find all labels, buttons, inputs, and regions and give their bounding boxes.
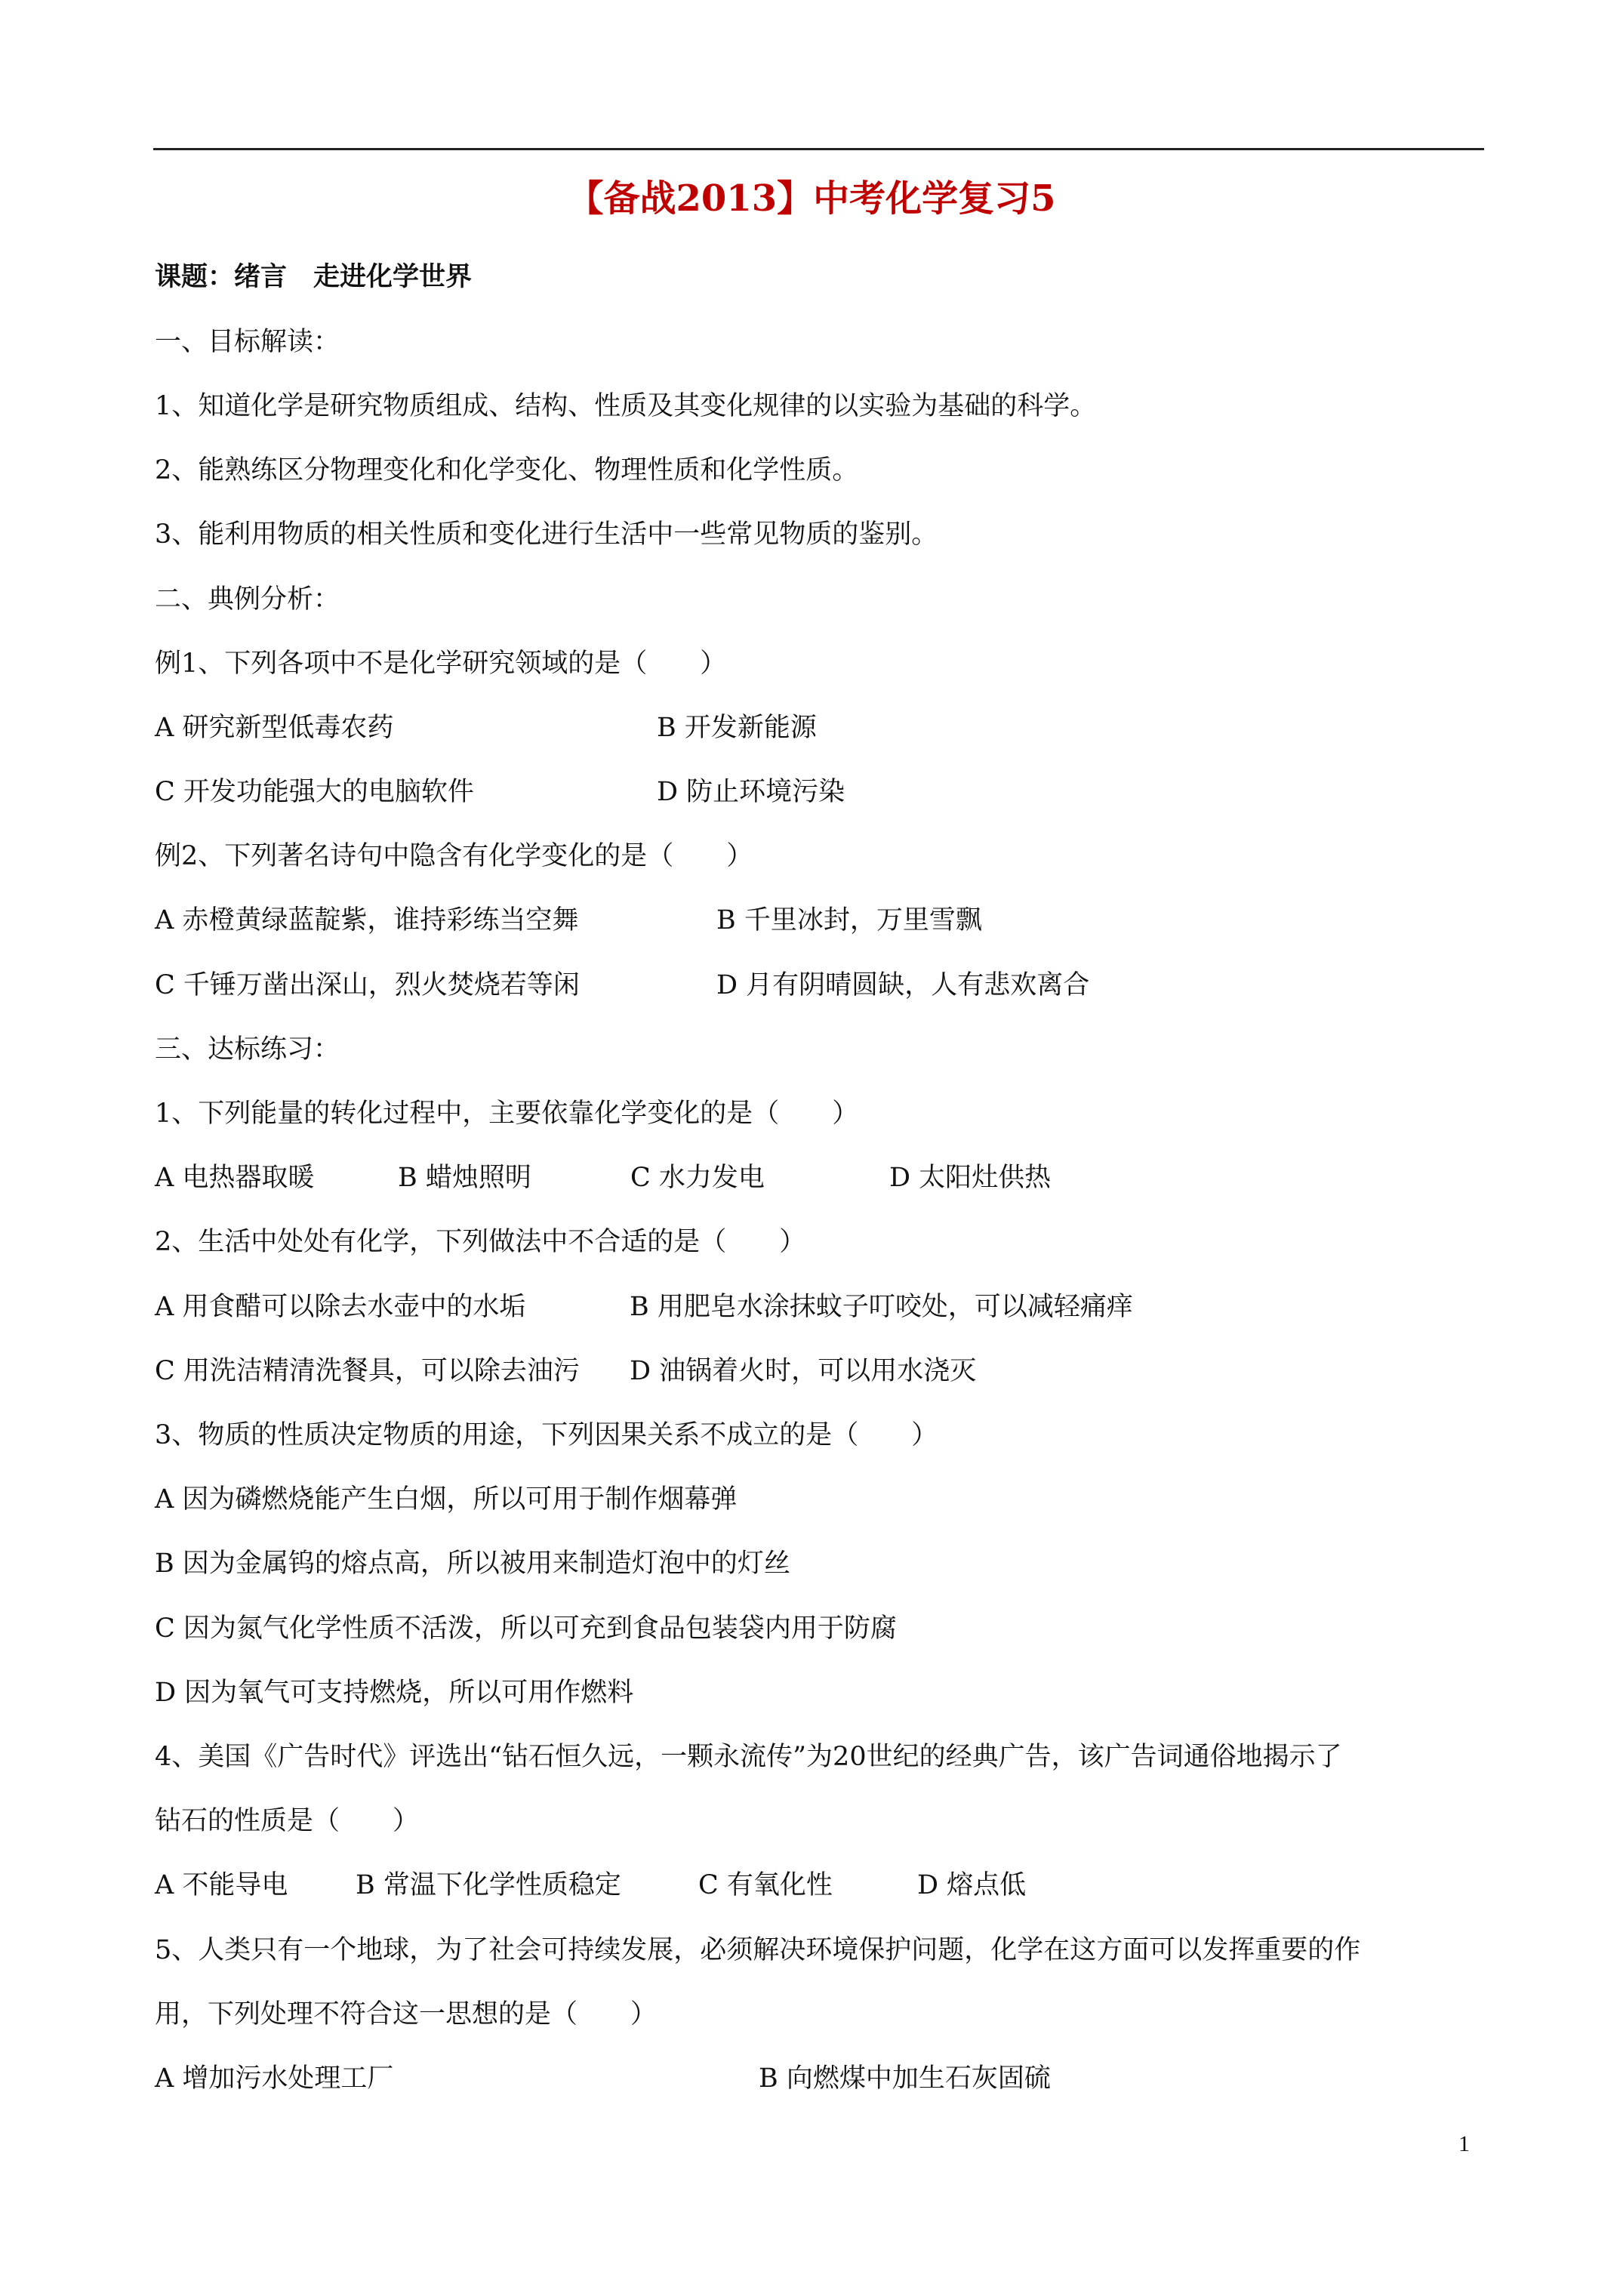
- option-a: A 电热器取暖: [155, 1163, 315, 1193]
- option-c: C 开发功能强大的电脑软件: [155, 777, 474, 807]
- option-c: C 千锤万凿出深山，烈火焚烧若等闲: [155, 970, 580, 1000]
- option-a: A 增加污水处理工厂: [155, 2063, 394, 2094]
- exercise-4-question-line-2: 钻石的性质是（ ）: [155, 1806, 420, 1836]
- option-b: B 千里冰封，万里雪飘: [716, 905, 982, 935]
- option-c: C 有氧化性: [698, 1870, 833, 1900]
- goals-heading: 一、目标解读：: [155, 327, 340, 357]
- exercise-5-question-line-1: 5、人类只有一个地球，为了社会可持续发展，必须解决环境保护问题，化学在这方面可以发挥重要的作: [155, 1935, 1361, 1965]
- exercise-3-option-a: A 因为磷燃烧能产生白烟，所以可用于制作烟幕弹: [155, 1484, 738, 1515]
- exercise-1-question: 1、下列能量的转化过程中，主要依靠化学变化的是（ ）: [155, 1099, 859, 1129]
- exercise-2-question: 2、生活中处处有化学，下列做法中不合适的是（ ）: [155, 1227, 806, 1257]
- topic-line: 课题：绪言 走进化学世界: [155, 261, 473, 292]
- exercise-3-option-c: C 因为氮气化学性质不活泼，所以可充到食品包装袋内用于防腐: [155, 1613, 897, 1644]
- option-b: B 常温下化学性质稳定: [356, 1870, 621, 1900]
- option-a: A 赤橙黄绿蓝靛紫，谁持彩练当空舞: [155, 905, 579, 935]
- option-a: A 用食醋可以除去水壶中的水垢: [155, 1292, 526, 1322]
- header-rule: [153, 148, 1484, 150]
- page-number: 1: [1458, 2131, 1470, 2156]
- exercise-5-question-line-2: 用，下列处理不符合这一思想的是（ ）: [155, 1999, 658, 2029]
- page-title: 【备战2013】中考化学复习5: [567, 177, 1056, 220]
- option-d: D 油锅着火时，可以用水浇灭: [630, 1356, 977, 1386]
- option-c: C 水力发电: [630, 1163, 765, 1193]
- option-d: D 月有阴晴圆缺，人有悲欢离合: [716, 970, 1090, 1000]
- option-d: D 防止环境污染: [657, 777, 845, 807]
- option-a: A 不能导电: [155, 1870, 288, 1900]
- option-d: D 熔点低: [917, 1870, 1027, 1900]
- examples-heading: 二、典例分析：: [155, 584, 340, 615]
- practice-heading: 三、达标练习：: [155, 1034, 340, 1065]
- exercise-4-question-line-1: 4、美国《广告时代》评选出“钻石恒久远，一颗永流传”为20世纪的经典广告，该广告词通俗地揭示了: [155, 1742, 1342, 1772]
- example-1-question: 例1、下列各项中不是化学研究领域的是（ ）: [155, 649, 727, 679]
- option-b: B 蜡烛照明: [398, 1163, 531, 1193]
- exercise-3-question: 3、物质的性质决定物质的用途，下列因果关系不成立的是（ ）: [155, 1420, 938, 1450]
- option-b: B 用肥皂水涂抹蚊子叮咬处，可以减轻痛痒: [630, 1292, 1133, 1322]
- goal-1: 1、知道化学是研究物质组成、结构、性质及其变化规律的以实验为基础的科学。: [155, 391, 1097, 421]
- exercise-3-option-b: B 因为金属钨的熔点高，所以被用来制造灯泡中的灯丝: [155, 1549, 790, 1579]
- goal-3: 3、能利用物质的相关性质和变化进行生活中一些常见物质的鉴别。: [155, 519, 938, 550]
- option-b: B 开发新能源: [657, 713, 817, 743]
- goal-2: 2、能熟练区分物理变化和化学变化、物理性质和化学性质。: [155, 455, 859, 485]
- option-a: A 研究新型低毒农药: [155, 713, 394, 743]
- option-c: C 用洗洁精清洗餐具，可以除去油污: [155, 1356, 580, 1386]
- option-d: D 太阳灶供热: [889, 1163, 1052, 1193]
- example-2-question: 例2、下列著名诗句中隐含有化学变化的是（ ）: [155, 841, 753, 871]
- option-b: B 向燃煤中加生石灰固硫: [759, 2063, 1051, 2094]
- exercise-3-option-d: D 因为氧气可支持燃烧，所以可用作燃料: [155, 1678, 634, 1708]
